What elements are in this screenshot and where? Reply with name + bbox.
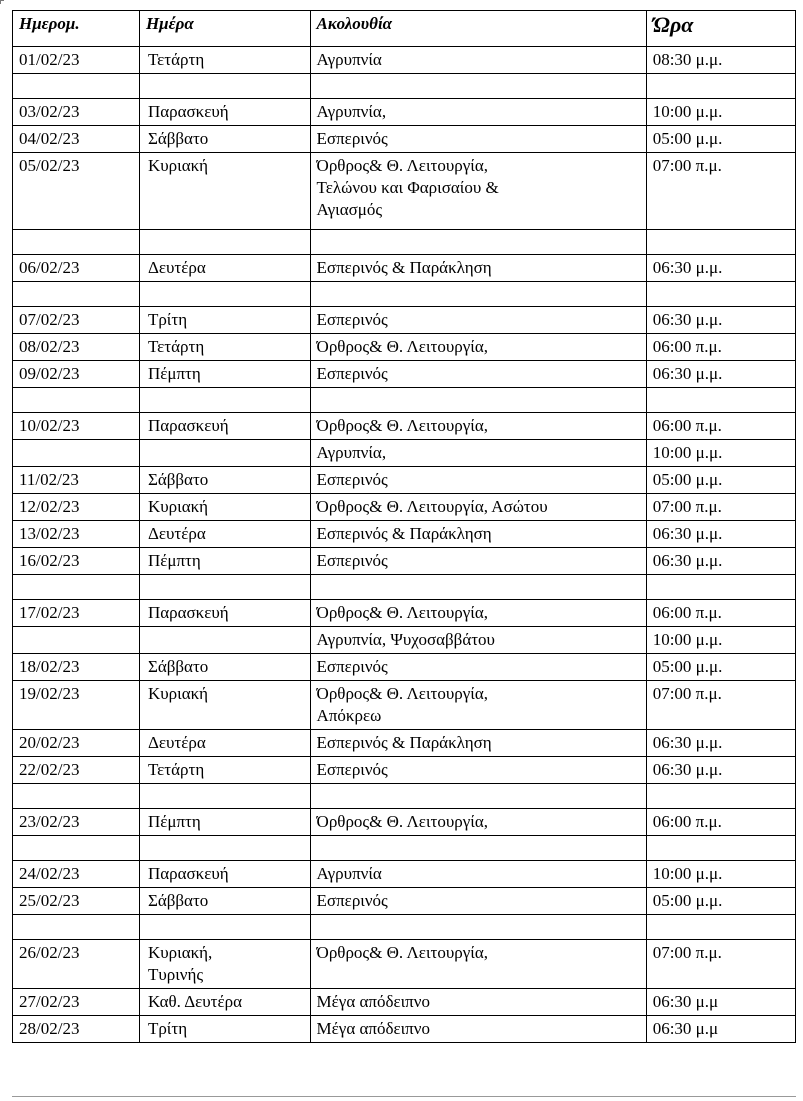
date-cell: 09/02/23: [13, 361, 140, 388]
time-cell: [646, 836, 795, 861]
time-cell: 06:30 μ.μ.: [646, 255, 795, 282]
time-cell: [646, 784, 795, 809]
table-row: [13, 940, 796, 989]
day-cell: [139, 230, 310, 255]
time-cell: 06:00 π.μ.: [646, 413, 795, 440]
day-cell: Σάββατο: [139, 126, 310, 153]
table-row: [13, 757, 796, 784]
time-cell: 05:00 μ.μ.: [646, 467, 795, 494]
table-row: [13, 888, 796, 915]
time-cell: 10:00 μ.μ.: [646, 627, 795, 654]
date-cell: [13, 575, 140, 600]
service-cell: [310, 915, 646, 940]
service-schedule-table: [12, 10, 796, 1043]
time-cell: [646, 74, 795, 99]
day-cell: [139, 74, 310, 99]
table-row: [13, 681, 796, 730]
day-cell: [139, 836, 310, 861]
date-cell: [13, 784, 140, 809]
time-cell: 07:00 π.μ.: [646, 681, 795, 730]
date-cell: 11/02/23: [13, 467, 140, 494]
table-row: [13, 989, 796, 1016]
page-corner-mark: [0, 0, 4, 4]
service-cell: Αγρυπνία,: [310, 99, 646, 126]
day-cell: Κυριακή: [139, 153, 310, 230]
time-cell: 06:30 μ.μ: [646, 1016, 795, 1043]
day-cell: Δευτέρα: [139, 255, 310, 282]
date-cell: [13, 440, 140, 467]
date-cell: 13/02/23: [13, 521, 140, 548]
service-cell: [310, 575, 646, 600]
service-cell: Όρθρος& Θ. Λειτουργία, Τελώνου και Φαρισαίου & Αγιασμός: [310, 153, 646, 230]
date-cell: 17/02/23: [13, 600, 140, 627]
time-cell: 10:00 μ.μ.: [646, 861, 795, 888]
service-cell: Εσπερινός: [310, 888, 646, 915]
day-cell: [139, 627, 310, 654]
day-cell: [139, 440, 310, 467]
date-cell: 20/02/23: [13, 730, 140, 757]
table-row: [13, 334, 796, 361]
time-cell: 06:00 π.μ.: [646, 334, 795, 361]
service-cell: [310, 784, 646, 809]
header-date: Ημερομ.: [13, 11, 140, 47]
table-row: [13, 548, 796, 575]
time-cell: [646, 575, 795, 600]
time-cell: [646, 915, 795, 940]
table-row: [13, 809, 796, 836]
table-row: [13, 307, 796, 334]
service-cell: Όρθρος& Θ. Λειτουργία,: [310, 334, 646, 361]
date-cell: 03/02/23: [13, 99, 140, 126]
service-cell: Εσπερινός: [310, 467, 646, 494]
time-cell: 07:00 π.μ.: [646, 494, 795, 521]
table-row: [13, 1016, 796, 1043]
service-cell: Όρθρος& Θ. Λειτουργία,: [310, 600, 646, 627]
service-cell: Όρθρος& Θ. Λειτουργία,: [310, 940, 646, 989]
day-cell: Κυριακή, Τυρινής: [139, 940, 310, 989]
table-row: [13, 467, 796, 494]
time-cell: 06:30 μ.μ.: [646, 730, 795, 757]
service-cell: [310, 230, 646, 255]
header-row: [13, 11, 796, 47]
date-cell: 12/02/23: [13, 494, 140, 521]
table-row-blank: [13, 915, 796, 940]
date-cell: [13, 74, 140, 99]
service-cell: Εσπερινός: [310, 548, 646, 575]
table-row: [13, 654, 796, 681]
date-cell: [13, 230, 140, 255]
day-cell: Σάββατο: [139, 888, 310, 915]
service-cell: Όρθρος& Θ. Λειτουργία, Απόκρεω: [310, 681, 646, 730]
date-cell: 24/02/23: [13, 861, 140, 888]
service-cell: Όρθρος& Θ. Λειτουργία,: [310, 809, 646, 836]
table-row: [13, 99, 796, 126]
date-cell: [13, 836, 140, 861]
service-cell: Αγρυπνία: [310, 47, 646, 74]
table-row: [13, 361, 796, 388]
date-cell: 05/02/23: [13, 153, 140, 230]
day-cell: Τετάρτη: [139, 47, 310, 74]
table-row: [13, 440, 796, 467]
service-cell: Αγρυπνία, Ψυχοσαββάτου: [310, 627, 646, 654]
time-cell: 08:30 μ.μ.: [646, 47, 795, 74]
date-cell: 06/02/23: [13, 255, 140, 282]
header-day: Ημέρα: [139, 11, 310, 47]
time-cell: 06:30 μ.μ.: [646, 361, 795, 388]
time-cell: 06:30 μ.μ.: [646, 757, 795, 784]
date-cell: 10/02/23: [13, 413, 140, 440]
table-row-blank: [13, 836, 796, 861]
time-cell: 06:30 μ.μ.: [646, 521, 795, 548]
time-cell: 06:30 μ.μ.: [646, 307, 795, 334]
day-cell: Δευτέρα: [139, 730, 310, 757]
day-cell: Παρασκευή: [139, 99, 310, 126]
time-cell: 05:00 μ.μ.: [646, 126, 795, 153]
time-cell: 07:00 π.μ.: [646, 153, 795, 230]
day-cell: [139, 575, 310, 600]
table-row-blank: [13, 388, 796, 413]
service-cell: [310, 74, 646, 99]
day-cell: Πέμπτη: [139, 548, 310, 575]
day-cell: Καθ. Δευτέρα: [139, 989, 310, 1016]
service-cell: Εσπερινός: [310, 757, 646, 784]
date-cell: 28/02/23: [13, 1016, 140, 1043]
header-service: Ακολουθία: [310, 11, 646, 47]
service-cell: Μέγα απόδειπνο: [310, 989, 646, 1016]
bottom-rule: [12, 1096, 796, 1097]
date-cell: 08/02/23: [13, 334, 140, 361]
date-cell: 01/02/23: [13, 47, 140, 74]
time-cell: 07:00 π.μ.: [646, 940, 795, 989]
service-cell: Εσπερινός & Παράκληση: [310, 255, 646, 282]
service-cell: Όρθρος& Θ. Λειτουργία, Ασώτου: [310, 494, 646, 521]
time-cell: [646, 230, 795, 255]
time-cell: 06:00 π.μ.: [646, 600, 795, 627]
service-cell: Αγρυπνία: [310, 861, 646, 888]
table-row: [13, 861, 796, 888]
table-row: [13, 413, 796, 440]
date-cell: [13, 282, 140, 307]
time-cell: 10:00 μ.μ.: [646, 440, 795, 467]
table-row: [13, 255, 796, 282]
table-row: [13, 627, 796, 654]
service-cell: Εσπερινός: [310, 126, 646, 153]
service-cell: Εσπερινός & Παράκληση: [310, 521, 646, 548]
service-cell: Εσπερινός: [310, 654, 646, 681]
table-row: [13, 600, 796, 627]
day-cell: Τετάρτη: [139, 334, 310, 361]
day-cell: Παρασκευή: [139, 600, 310, 627]
service-cell: [310, 836, 646, 861]
table-row: [13, 730, 796, 757]
table-row-blank: [13, 230, 796, 255]
day-cell: [139, 915, 310, 940]
table-row: [13, 153, 796, 230]
table-row-blank: [13, 74, 796, 99]
service-cell: [310, 282, 646, 307]
time-cell: 05:00 μ.μ.: [646, 888, 795, 915]
day-cell: Τρίτη: [139, 307, 310, 334]
service-cell: Όρθρος& Θ. Λειτουργία,: [310, 413, 646, 440]
table-row-blank: [13, 575, 796, 600]
day-cell: Παρασκευή: [139, 861, 310, 888]
service-cell: [310, 388, 646, 413]
day-cell: Πέμπτη: [139, 809, 310, 836]
time-cell: 06:30 μ.μ: [646, 989, 795, 1016]
day-cell: Πέμπτη: [139, 361, 310, 388]
time-cell: 10:00 μ.μ.: [646, 99, 795, 126]
date-cell: 19/02/23: [13, 681, 140, 730]
date-cell: 26/02/23: [13, 940, 140, 989]
date-cell: [13, 915, 140, 940]
table-row: [13, 47, 796, 74]
day-cell: [139, 282, 310, 307]
date-cell: 16/02/23: [13, 548, 140, 575]
service-cell: Αγρυπνία,: [310, 440, 646, 467]
date-cell: 23/02/23: [13, 809, 140, 836]
date-cell: 18/02/23: [13, 654, 140, 681]
date-cell: 07/02/23: [13, 307, 140, 334]
table-row: [13, 521, 796, 548]
service-cell: Εσπερινός & Παράκληση: [310, 730, 646, 757]
date-cell: 25/02/23: [13, 888, 140, 915]
date-cell: 22/02/23: [13, 757, 140, 784]
time-cell: [646, 282, 795, 307]
day-cell: Κυριακή: [139, 494, 310, 521]
table-row-blank: [13, 784, 796, 809]
service-cell: Εσπερινός: [310, 361, 646, 388]
date-cell: 27/02/23: [13, 989, 140, 1016]
header-time: Ώρα: [646, 11, 795, 47]
day-cell: Σάββατο: [139, 654, 310, 681]
day-cell: Τετάρτη: [139, 757, 310, 784]
time-cell: [646, 388, 795, 413]
day-cell: Σάββατο: [139, 467, 310, 494]
service-cell: Μέγα απόδειπνο: [310, 1016, 646, 1043]
time-cell: 05:00 μ.μ.: [646, 654, 795, 681]
table-row-blank: [13, 282, 796, 307]
time-cell: 06:00 π.μ.: [646, 809, 795, 836]
date-cell: [13, 627, 140, 654]
day-cell: [139, 784, 310, 809]
date-cell: 04/02/23: [13, 126, 140, 153]
time-cell: 06:30 μ.μ.: [646, 548, 795, 575]
day-cell: [139, 388, 310, 413]
table-row: [13, 494, 796, 521]
table-row: [13, 126, 796, 153]
date-cell: [13, 388, 140, 413]
service-cell: Εσπερινός: [310, 307, 646, 334]
day-cell: Παρασκευή: [139, 413, 310, 440]
day-cell: Δευτέρα: [139, 521, 310, 548]
day-cell: Κυριακή: [139, 681, 310, 730]
day-cell: Τρίτη: [139, 1016, 310, 1043]
